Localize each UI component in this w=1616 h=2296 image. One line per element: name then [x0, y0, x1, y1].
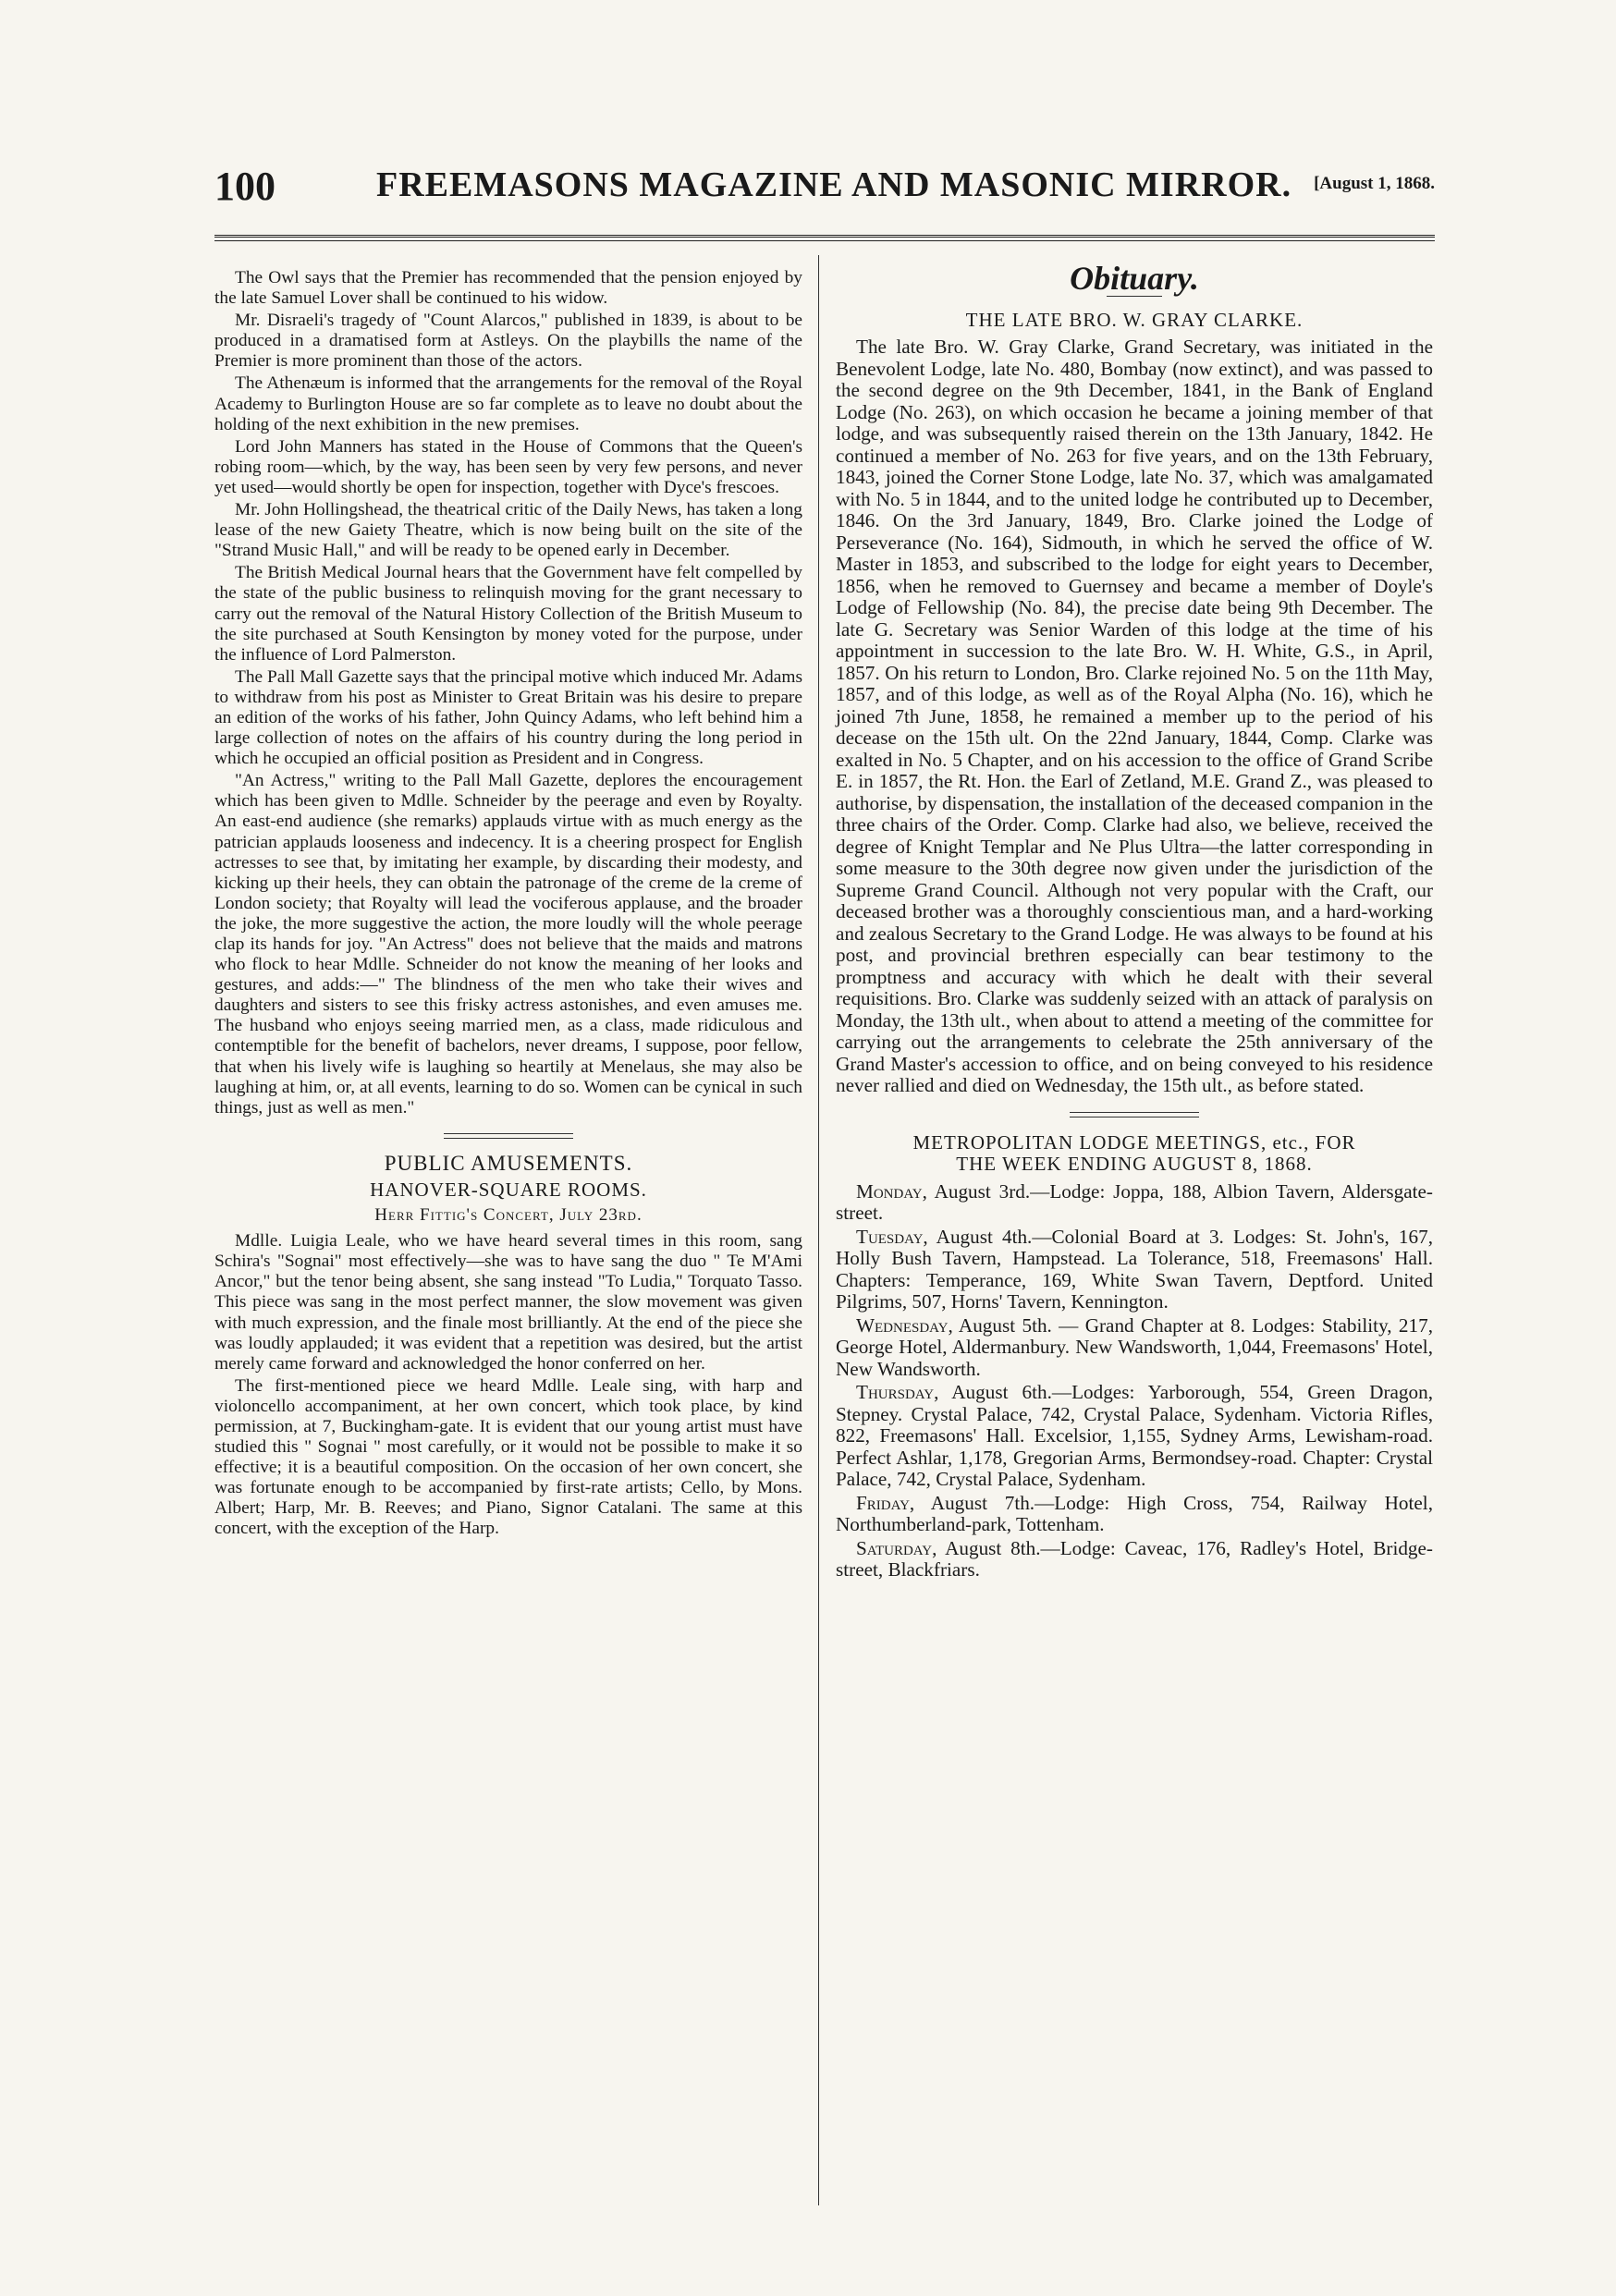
meeting-day: Thursday,	[856, 1381, 939, 1403]
news-paragraph: Mr. Disraeli's tragedy of "Count Alarcos," published in 1839, is about to be produced in a dramatised form at Astleys. On the playbills the name of the Premier is more prominent than those of the actors.	[214, 311, 802, 372]
meeting-details: August 3rd.—Lodge: Joppa, 188, Albion Tavern, Aldersgate-street.	[836, 1179, 1433, 1224]
venue-heading: HANOVER-SQUARE ROOMS.	[370, 1178, 647, 1201]
meeting-details: August 7th.—Lodge: High Cross, 754, Railway Hotel, Northumberland-park, Tottenham.	[836, 1491, 1433, 1535]
news-paragraph: The Athenæum is informed that the arrangements for the removal of the Royal Academy to Burlington House are so far complete as to leave no doubt about the holding of the next exhibition in the new premises.	[214, 373, 802, 434]
left-column	[214, 268, 802, 1542]
issue-date: [August 1, 1868.	[1314, 174, 1435, 193]
concert-paragraph: The first-mentioned piece we heard Mdlle. Leale sing, with harp and violoncello accompaniment, at her own concert, which took place, by kind permission, at 7, Buckingham-gate. It is evident that our young artist must have studied this " Sognai " most carefully, or it would not be possible to make it so effective; it is a beautiful composition. On the occasion of her own concert, she was fortunate enough to be accompanied by first-rate artists; Cello, by Mons. Albert; Harp, Mr. B. Reeves; and Piano, Signor Catalani. The same at this concert, with the exception of the Harp.	[214, 1375, 802, 1539]
meeting-day: Tuesday,	[856, 1225, 928, 1248]
meeting-day: Wednesday,	[856, 1313, 953, 1337]
news-paragraph: Mr. John Hollingshead, the theatrical critic of the Daily News, has taken a long lease of the new Gaiety Theatre, which is now being built on the site of the "Strand Music Hall," and will be ready to be opened early in December.	[214, 500, 802, 561]
meeting-details: August 5th. — Grand Chapter at 8. Lodges: Stability, 217, George Hotel, Aldermanbury. New Wandsworth, 1,044, Freemasons' Hotel, New Wandsworth.	[836, 1313, 1433, 1380]
meeting-day: Saturday,	[856, 1536, 937, 1559]
meeting-entry	[836, 1493, 1433, 1536]
news-paragraph: The British Medical Journal hears that the Government have felt compelled by the state of the public business to relinquish moving for the grant necessary to carry out the removal of the Natural History Collection of the British Museum to the site purchased at South Kensington by money voted for the purpose, under the influence of Lord Palmerston.	[214, 563, 802, 665]
concert-paragraph: Mdlle. Luigia Leale, who we have heard several times in this room, sang Schira's "Sognai" most effectively—she was to have sang the duo " Te M'Ami Ancor," but the tenor being absent, she sang instead "To Ludia," Torquato Tasso. This piece was sang in the most perfect manner, the slow movement was given with much expression, and the finale most brilliantly. At the end of the piece she was loudly applauded; it was evident that a repetition was desired, but the artist merely came forward and acknowledged the honor conferred on her.	[214, 1231, 802, 1374]
page-header	[214, 163, 1435, 227]
news-paragraph: "An Actress," writing to the Pall Mall Gazette, deplores the encouragement which has been given to Mdlle. Schneider by the peerage and even by Royalty. An east-end audience (she remarks) applauds virtue with as much energy as the patrician applauds looseness and indecency. It is a cheering prospect for English actresses to see that, by imitating her example, by discarding their modesty, and kicking up their heels, they can obtain the patronage of the creme de la creme of London society; that Royalty will lead the vociferous applause, and the broader the joke, the more suggestive the action, the more loudly will the whole peerage clap its hands for joy. "An Actress" does not believe that the maids and matrons who flock to hear Mdlle. Schneider do not know the meaning of her looks and gestures, and adds:—" The blindness of the men who take their wives and daughters and sisters to see this frisky actress astonishes, and even amuses me. The husband who enjoys seeing married men, as a class, made ridiculous and contemptible for the benefit of bachelors, never dreams, I suppose, poor fellow, that when his lively wife is laughing so heartily at Menelaus, she may also be laughing at him, or, at all events, learning to do so. Women can be cynical in such things, just as well as men."	[214, 771, 802, 1117]
obituary-text: The late Bro. W. Gray Clarke, Grand Secretary, was initiated in the Benevolent Lodge, late No. 480, Bombay (now extinct), and was passed to the second degree on the 9th December, 1841, in the Bank of England Lodge (No. 263), on which occasion he became a joining member of that lodge, and was subsequently raised therein on the 13th January, 1842. He continued a member of No. 263 for five years, and on the 13th February, 1843, joined the Corner Stone Lodge, late No. 37, which was amalgamated with No. 5 in 1844, and to the united lodge he contributed up to December, 1846. On the 3rd January, 1849, Bro. Clarke joined the Lodge of Perseverance (No. 164), Sidmouth, in which he served the office of W. Master in 1853, and subscribed to the lodge for eight years to December, 1856, when he removed to Guernsey and became a member of Doyle's Lodge of Fellowship (No. 84), the precise date being 9th December. The late G. Secretary was Senior Warden of this lodge at the time of his appointment in succession to the late Bro. W. H. White, G.S., in April, 1857. On his return to London, Bro. Clarke rejoined No. 5 on the 11th May, 1857, and of this lodge, as well as of the Royal Alpha (No. 16), which he joined 7th June, 1858, he remained a member up to the period of his decease on the 15th ult. On the 22nd January, 1844, Comp. Clarke was exalted in No. 5 Chapter, and on his accession to the office of Grand Scribe E. in 1857, the Rt. Hon. the Earl of Zetland, M.E. Grand Z., was pleased to authorise, by dispensation, the installation of the deceased companion in the three chairs of the Order. Comp. Clarke had also, we believe, received the degree of Knight Templar and Ne Plus Ultra—the latter corresponding in some measure to the 30th degree now given under the jurisdiction of the Supreme Grand Council. Although not very popular with the Craft, our deceased brother was a thoroughly conscientious man, and a hard-working and zealous Secretary to the Grand Lodge. He was always to be found at his post, and provincial brethren especially can bear testimony to the promptness and accuracy with which he dealt with their several requisitions. Bro. Clarke was suddenly seized with an attack of paralysis on Monday, the 13th ult., when about to attend a meeting of the committee for carrying out the arrangements to celebrate the 25th anniversary of the Grand Master's accession to office, and on being conveyed to his residence never rallied and died on Wednesday, the 15th ult., as before stated.	[836, 336, 1433, 1096]
concert-heading: Herr Fittig's Concert, July 23rd.	[374, 1205, 643, 1226]
meeting-details: August 6th.—Lodges: Yarborough, 554, Green Dragon, Stepney. Crystal Palace, 742, Crystal Palace, Sydenham. Victoria Rifles, 822, Freemasons' Hall. Excelsior, 1,155, Sydney Arms, Lewisham-road. Perfect Ashlar, 1,178, Gregorian Arms, Bermondsey-road. Chapter: Crystal Palace, 742, Crystal Palace, Sydenham.	[836, 1381, 1433, 1490]
meeting-entry	[836, 1382, 1433, 1491]
header-rule	[214, 235, 1435, 241]
meeting-details: August 4th.—Colonial Board at 3. Lodges: St. John's, 167, Holly Bush Tavern, Hampstead. La Tolerance, 518, Freemasons' Hall. Chapters: Temperance, 169, White Swan Tavern, Deptford. United Pilgrims, 507, Horns' Tavern, Kennington.	[836, 1225, 1433, 1313]
meetings-heading-line1: METROPOLITAN LODGE MEETINGS, etc., FOR	[912, 1130, 1356, 1154]
obituary-heading: THE LATE BRO. W. GRAY CLARKE.	[965, 308, 1304, 331]
amusements-heading: PUBLIC AMUSEMENTS.	[384, 1151, 633, 1175]
section-rule	[444, 1133, 573, 1139]
meeting-entry	[836, 1181, 1433, 1225]
meeting-entry	[836, 1315, 1433, 1381]
meetings-heading-line2: THE WEEK ENDING AUGUST 8, 1868.	[956, 1153, 1313, 1175]
page-number: 100	[214, 164, 275, 209]
meeting-entry	[836, 1538, 1433, 1582]
meeting-day: Friday,	[856, 1491, 915, 1514]
news-paragraph: The Pall Mall Gazette says that the principal motive which induced Mr. Adams to withdraw from his post as Minister to Great Britain was his desire to prepare an edition of the works of his father, John Quincy Adams, who left behind him a large collection of notes on the affairs of his country during the long period in which he occupied an official position as President and in Congress.	[214, 666, 802, 769]
news-paragraph: The Owl says that the Premier has recommended that the pension enjoyed by the late Samuel Lover shall be continued to his widow.	[214, 268, 802, 309]
news-paragraph: Lord John Manners has stated in the House of Commons that the Queen's robing room—which, by the way, has been seen by very few persons, and never yet used—would shortly be open for inspection, together with Dyce's frescoes.	[214, 436, 802, 497]
meeting-day: Monday,	[856, 1179, 927, 1203]
obituary-section-title: Obituary.	[1070, 260, 1199, 297]
column-divider	[818, 255, 819, 2205]
section-rule	[1070, 1112, 1199, 1117]
right-column	[836, 260, 1433, 1583]
masthead-title: FREEMASONS MAGAZINE AND MASONIC MIRROR.	[376, 165, 1292, 204]
meeting-entry	[836, 1227, 1433, 1313]
meeting-details: August 8th.—Lodge: Caveac, 176, Radley's Hotel, Bridge-street, Blackfriars.	[836, 1536, 1433, 1581]
